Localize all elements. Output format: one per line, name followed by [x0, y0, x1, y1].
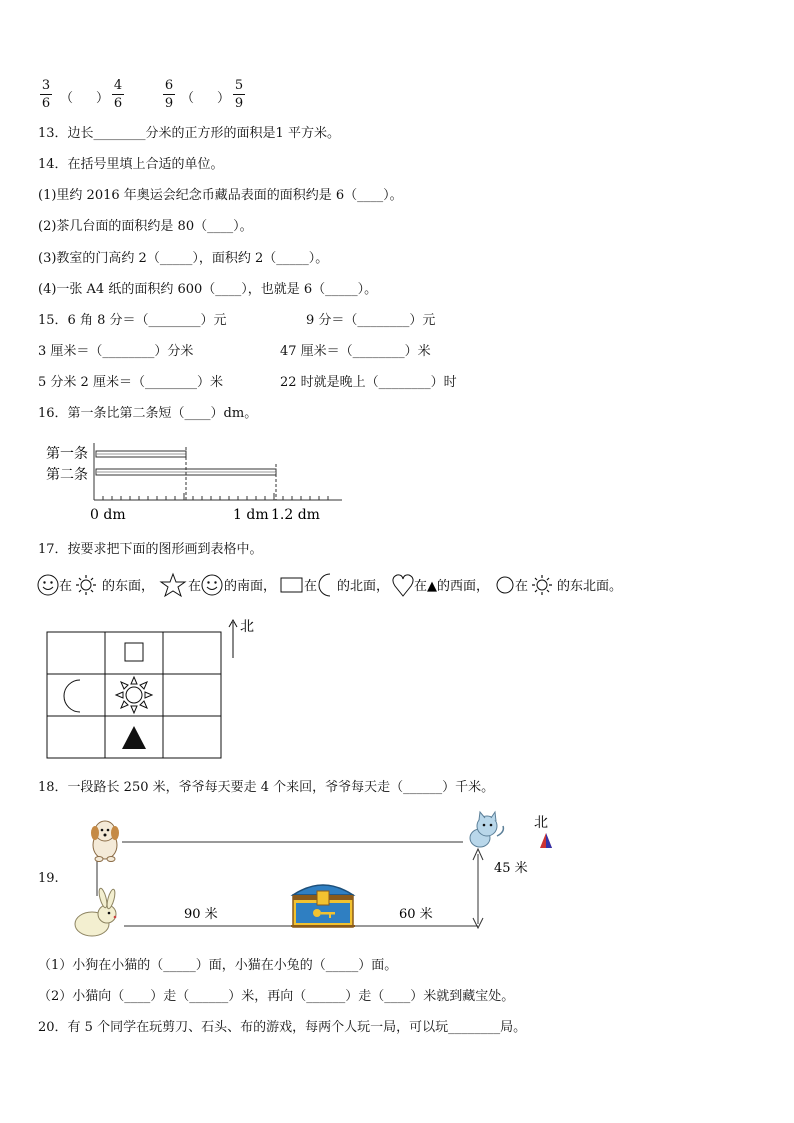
question-15-a: 15．6 角 8 分＝（________）元 — [38, 313, 227, 328]
question-14-line-3: (3)教室的门高约 2（_____），面积约 2（_____）。 — [38, 251, 329, 266]
denominator: 9 — [164, 96, 174, 111]
north-label: 北 — [534, 815, 548, 831]
word-at: 在 — [59, 579, 73, 594]
cat-icon — [470, 812, 503, 847]
question-14-line-2: (2)茶几台面的面积约是 80（____）。 — [38, 219, 253, 234]
square-icon — [125, 643, 143, 661]
north-label: 北 — [240, 619, 254, 635]
north-marker-icon — [540, 833, 552, 848]
question-15-e: 5 分米 2 厘米＝（________）米 — [38, 375, 223, 390]
question-19-number: 19. — [38, 871, 59, 886]
denominator: 9 — [234, 96, 244, 111]
question-18: 18．一段路长 250 米，爷爷每天要走 4 个来回，爷爷每天走（______）千米。 — [38, 780, 495, 795]
word-at: 在 — [304, 579, 318, 594]
treasure-chest-icon — [291, 885, 355, 927]
square-icon — [281, 578, 302, 592]
tick-label-1: 1 dm — [233, 507, 269, 523]
label-second-strip: 第二条 — [46, 467, 88, 483]
rabbit-icon — [75, 888, 116, 936]
question-15-b: 9 分＝（________）元 — [306, 313, 436, 328]
denominator: 6 — [113, 96, 123, 111]
fraction-4-6 — [112, 78, 124, 111]
numerator: 4 — [113, 78, 123, 93]
numerator: 6 — [164, 78, 174, 93]
ruler-ticks — [94, 493, 328, 500]
tick-label-1-2: 1.2 dm — [271, 507, 320, 523]
distance-90: 90 米 — [184, 907, 218, 922]
moon-icon — [64, 680, 80, 712]
word-east: 的东面， — [102, 579, 155, 594]
sun-icon — [116, 677, 152, 713]
star-icon — [161, 574, 185, 596]
word-west-of-triangle: 在▲的西面， — [414, 579, 489, 594]
question-20: 20．有 5 个同学在玩剪刀、石头、布的游戏，每两个人玩一局，可以玩________局。 — [38, 1020, 527, 1035]
word-south: 的南面， — [224, 579, 277, 594]
question-15-d: 47 厘米＝（________）米 — [280, 344, 431, 359]
numerator: 3 — [41, 78, 51, 93]
question-19-part-2: （2）小猫向（____）走（______）米，再向（______）走（____）米就到藏宝处。 — [38, 989, 515, 1004]
question-15-c: 3 厘米＝（________）分米 — [38, 344, 194, 359]
word-north: 的北面， — [337, 579, 390, 594]
label-first-strip: 第一条 — [46, 446, 88, 462]
question-14-line-4: (4)一张 A4 纸的面积约 600（____），也就是 6（_____）。 — [38, 282, 378, 297]
distance-45: 45 米 — [494, 861, 528, 876]
sun-icon — [76, 575, 96, 595]
paren-open: （ — [60, 91, 74, 106]
heart-icon — [393, 575, 413, 596]
question-16: 16．第一条比第二条短（____）dm。 — [38, 406, 258, 421]
word-at: 在 — [188, 579, 202, 594]
fraction-6-9 — [163, 78, 175, 111]
smiley-icon — [38, 575, 58, 595]
question-14-title: 14．在括号里填上合适的单位。 — [38, 157, 224, 172]
question-13: 13．边长________分米的正方形的面积是1 平方米。 — [38, 126, 340, 141]
distance-60: 60 米 — [399, 907, 433, 922]
triangle-icon — [122, 726, 146, 749]
question-19-part-1: （1）小狗在小猫的（_____）面，小猫在小兔的（_____）面。 — [38, 958, 398, 973]
paren-open: （ — [181, 91, 195, 106]
fraction-5-9 — [233, 78, 245, 111]
word-at: 在 — [515, 579, 529, 594]
question-17: 17．按要求把下面的图形画到表格中。 — [38, 542, 263, 557]
second-strip — [96, 469, 276, 475]
moon-icon — [319, 574, 330, 596]
double-arrow — [473, 849, 483, 928]
sun-icon — [532, 575, 552, 595]
dog-icon — [91, 821, 119, 862]
circle-icon — [497, 577, 513, 593]
word-northeast: 的东北面。 — [557, 579, 623, 594]
question-15-f: 22 时就是晚上（________）时 — [280, 375, 457, 390]
numerator: 5 — [234, 78, 244, 93]
paren-close: ） — [96, 91, 110, 106]
placement-grid — [47, 632, 221, 758]
question-14-line-1: (1)里约 2016 年奥运会纪念币藏品表面的面积约是 6（____）。 — [38, 188, 403, 203]
tick-label-0: 0 dm — [90, 507, 126, 523]
paren-close: ） — [217, 91, 231, 106]
denominator: 6 — [41, 96, 51, 111]
fraction-3-6 — [40, 78, 52, 111]
first-strip — [96, 451, 186, 457]
smiley-icon — [202, 575, 222, 595]
